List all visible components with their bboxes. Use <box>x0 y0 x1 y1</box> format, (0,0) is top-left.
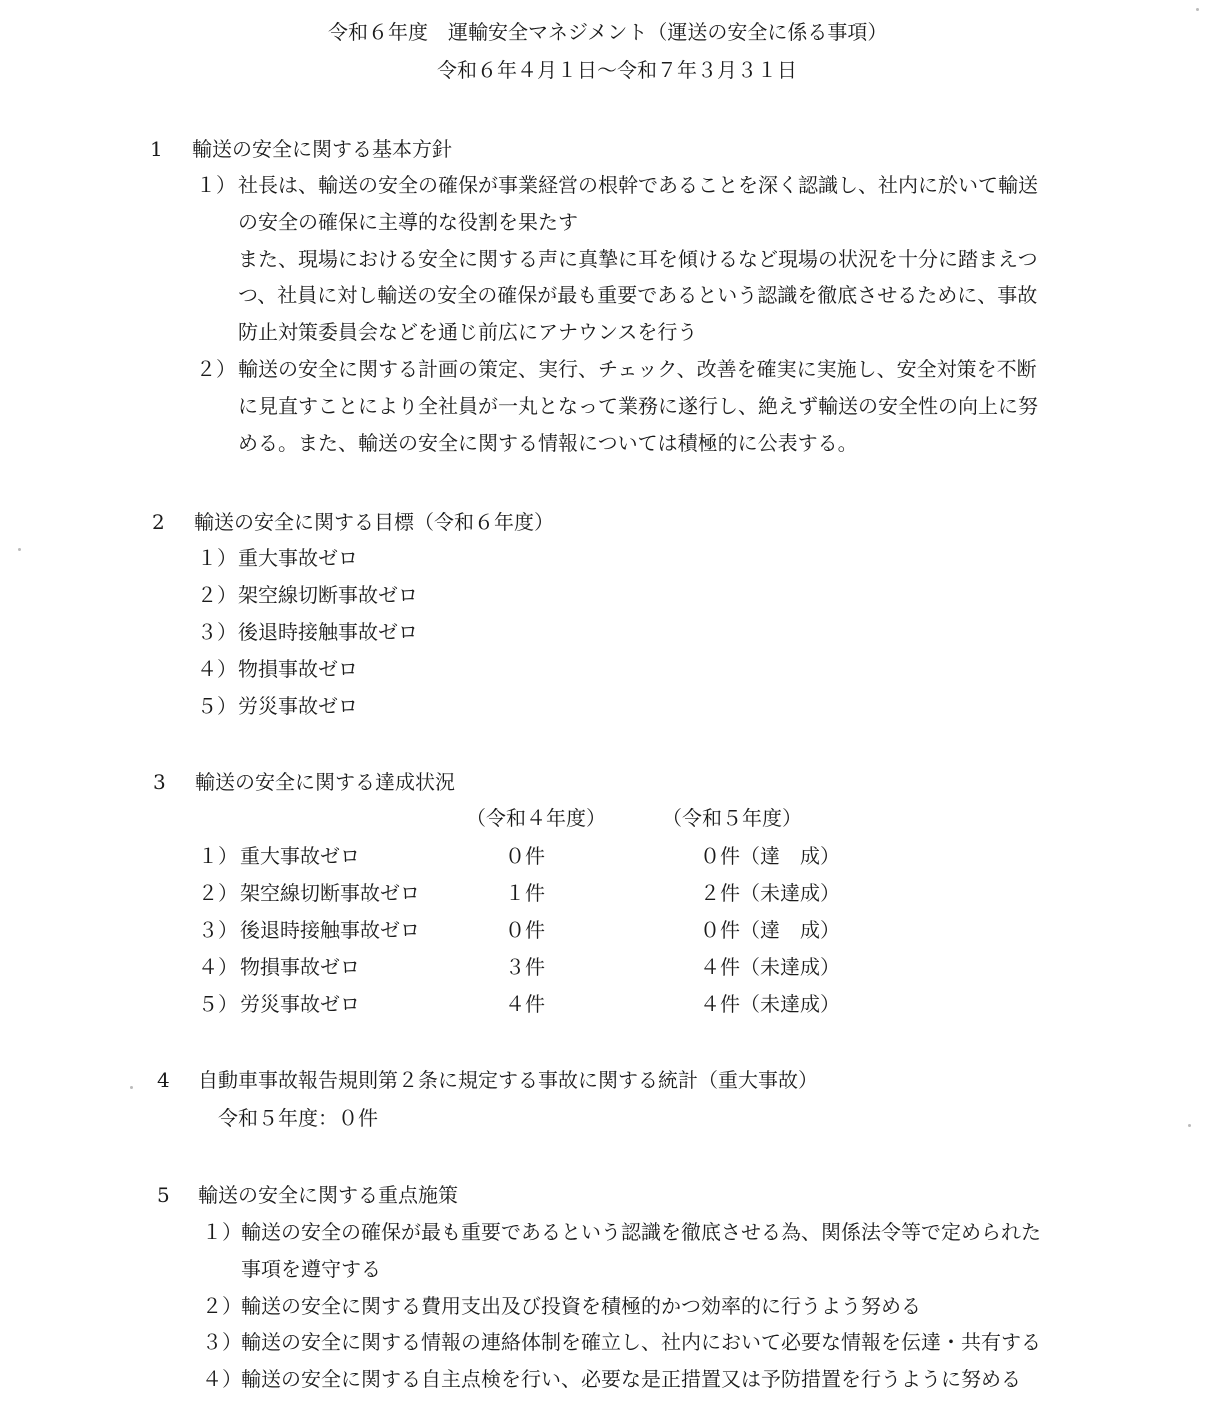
achievement-row-4-label: 物損事故ゼロ <box>240 955 360 979</box>
achievement-row-3-r4: ０件 <box>505 918 545 942</box>
achievement-row-3-r5: ０件（達 成） <box>700 918 840 942</box>
section-4-title: 自動車事故報告規則第２条に規定する事故に関する統計（重大事故） <box>198 1068 818 1092</box>
section-5-title: 輸送の安全に関する重点施策 <box>198 1183 458 1207</box>
achievement-row-1-r5: ０件（達 成） <box>700 844 840 868</box>
achievement-row-4-r5: ４件（未達成） <box>700 955 840 979</box>
achievement-row-4-marker: ４） <box>198 955 238 979</box>
section-2-number: 2 <box>152 510 165 534</box>
section-1-item-1-marker: １） <box>196 173 236 197</box>
achievement-row-2-marker: ２） <box>198 881 238 905</box>
section-1-item-1-line-3: また、現場における安全に関する声に真摯に耳を傾けるなど現場の状況を十分に踏まえつ <box>238 247 1038 271</box>
section-5-item-1-marker: １） <box>202 1220 242 1244</box>
section-5-item-3-marker: ３） <box>202 1330 242 1354</box>
achievement-row-1-r4: ０件 <box>505 844 545 868</box>
section-2-item-5-marker: ５） <box>197 694 237 718</box>
achievement-row-5-r4: ４件 <box>505 992 545 1016</box>
section-1-item-1-line-1: 社長は、輸送の安全の確保が事業経営の根幹であることを深く認識し、社内に於いて輸送 <box>238 173 1038 197</box>
document-period: 令和６年４月１日～令和７年３月３１日 <box>437 58 797 82</box>
section-2-item-1-text: 重大事故ゼロ <box>238 546 358 570</box>
section-1-title: 輸送の安全に関する基本方針 <box>192 137 452 161</box>
achievement-row-2-label: 架空線切断事故ゼロ <box>240 881 420 905</box>
section-2-item-4-text: 物損事故ゼロ <box>238 657 358 681</box>
achievement-row-5-label: 労災事故ゼロ <box>240 992 360 1016</box>
section-1-item-2-marker: ２） <box>196 357 236 381</box>
section-5-item-2-line-1: 輸送の安全に関する費用支出及び投資を積極的かつ効率的に行うよう努める <box>241 1294 921 1318</box>
section-5-number: 5 <box>157 1183 170 1207</box>
achievement-row-5-r5: ４件（未達成） <box>700 992 840 1016</box>
section-2-item-3-text: 後退時接触事故ゼロ <box>238 620 418 644</box>
section-1-item-2-line-3: める。また、輸送の安全に関する情報については積極的に公表する。 <box>238 431 858 455</box>
section-5-item-4-marker: ４） <box>202 1367 242 1391</box>
scan-speck <box>18 548 21 551</box>
section-1-number: 1 <box>150 137 163 161</box>
section-2-title: 輸送の安全に関する目標（令和６年度） <box>194 510 554 534</box>
section-5-item-3-line-1: 輸送の安全に関する情報の連絡体制を確立し、社内において必要な情報を伝達・共有する <box>241 1330 1041 1354</box>
achievement-column-r4: （令和４年度） <box>466 806 606 830</box>
section-2-item-2-marker: ２） <box>197 583 237 607</box>
section-2-item-3-marker: ３） <box>197 620 237 644</box>
section-4-number: 4 <box>157 1068 170 1092</box>
section-3-number: 3 <box>153 770 166 794</box>
achievement-row-3-label: 後退時接触事故ゼロ <box>240 918 420 942</box>
section-5-item-1-line-1: 輸送の安全の確保が最も重要であるという認識を徹底させる為、関係法令等で定められた <box>241 1220 1041 1244</box>
section-2-item-2-text: 架空線切断事故ゼロ <box>238 583 418 607</box>
scan-speck <box>130 1086 133 1089</box>
section-1-item-1-line-2: の安全の確保に主導的な役割を果たす <box>238 210 578 234</box>
section-5-item-1-line-2: 事項を遵守する <box>241 1257 381 1281</box>
achievement-row-3-marker: ３） <box>198 918 238 942</box>
section-1-item-2-line-1: 輸送の安全に関する計画の策定、実行、チェック、改善を確実に実施し、安全対策を不断 <box>238 357 1037 381</box>
achievement-row-2-r5: ２件（未達成） <box>700 881 840 905</box>
section-1-item-1-line-4: つ、社員に対し輸送の安全の確保が最も重要であるという認識を徹底させるために、事故 <box>238 283 1038 307</box>
section-4-statistic: 令和５年度：０件 <box>218 1106 378 1130</box>
scan-speck <box>1196 8 1199 11</box>
achievement-row-2-r4: １件 <box>505 881 545 905</box>
achievement-column-r5: （令和５年度） <box>662 806 802 830</box>
section-1-item-2-line-2: に見直すことにより全社員が一丸となって業務に遂行し、絶えず輸送の安全性の向上に努 <box>238 394 1038 418</box>
section-5-item-4-line-1: 輸送の安全に関する自主点検を行い、必要な是正措置又は予防措置を行うように努める <box>241 1367 1021 1391</box>
achievement-row-4-r4: ３件 <box>505 955 545 979</box>
achievement-row-5-marker: ５） <box>198 992 238 1016</box>
section-2-item-1-marker: １） <box>197 546 237 570</box>
achievement-row-1-label: 重大事故ゼロ <box>240 844 360 868</box>
section-5-item-2-marker: ２） <box>202 1294 242 1318</box>
section-1-item-1-line-5: 防止対策委員会などを通じ前広にアナウンスを行う <box>238 320 698 344</box>
section-2-item-4-marker: ４） <box>197 657 237 681</box>
document-title: 令和６年度 運輸安全マネジメント（運送の安全に係る事項） <box>328 20 888 44</box>
section-2-item-5-text: 労災事故ゼロ <box>238 694 358 718</box>
scan-speck <box>1188 1124 1191 1127</box>
section-3-title: 輸送の安全に関する達成状況 <box>195 770 455 794</box>
achievement-row-1-marker: １） <box>198 844 238 868</box>
